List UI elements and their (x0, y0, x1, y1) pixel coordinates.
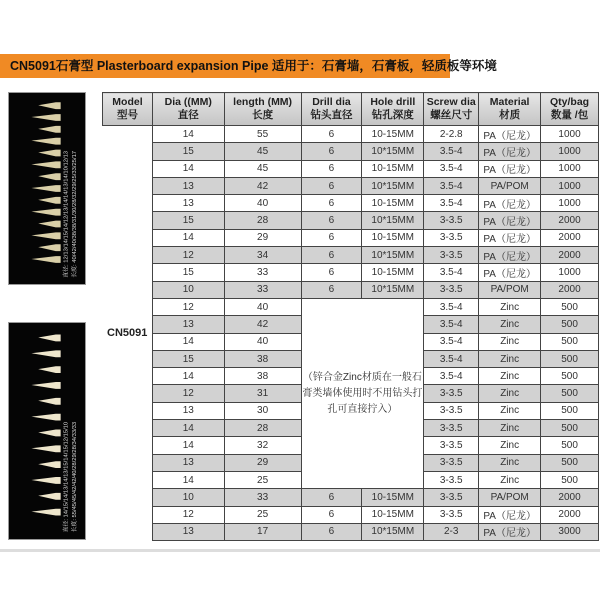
table-cell: 10-15MM (362, 229, 424, 246)
table-cell: 10-15MM (362, 195, 424, 212)
table-cell: PA（尼龙） (479, 195, 541, 212)
table-cell: 3.5-4 (424, 350, 479, 367)
column-header (103, 93, 153, 126)
table-cell: 500 (541, 350, 599, 367)
table-cell: 13 (152, 177, 224, 194)
table-cell: 500 (541, 298, 599, 315)
table-cell: 29 (224, 454, 301, 471)
table-cell: 38 (224, 368, 301, 385)
table-cell: 1000 (541, 177, 599, 194)
product-photo-nylon-anchors (8, 322, 86, 540)
table-cell: 2000 (541, 489, 599, 506)
table-cell: 45 (224, 160, 301, 177)
table-cell: 32 (224, 437, 301, 454)
table-cell: 6 (301, 247, 362, 264)
table-cell: 12 (152, 506, 224, 523)
table-cell: 10-15MM (362, 489, 424, 506)
table-cell: 500 (541, 437, 599, 454)
table-row (103, 264, 599, 281)
title-banner: CN5091石膏型 Plasterboard expansion Pipe 适用于：石膏墙，石膏板，轻质板等环境 (0, 54, 450, 78)
anchor-screw-icon (31, 232, 60, 239)
table-cell: 3.5-4 (424, 316, 479, 333)
table-cell: 10*15MM (362, 212, 424, 229)
table-cell: 2000 (541, 229, 599, 246)
table-cell: 6 (301, 523, 362, 540)
table-cell: 13 (152, 402, 224, 419)
table-cell: 15 (152, 143, 224, 160)
anchor-screw-icon (31, 256, 60, 263)
table-row (103, 523, 599, 540)
table-cell: 3-3.5 (424, 212, 479, 229)
table-cell: 12 (152, 247, 224, 264)
table-cell: PA（尼龙） (479, 506, 541, 523)
table-cell: 1000 (541, 264, 599, 281)
table-cell: 500 (541, 385, 599, 402)
table-cell: PA（尼龙） (479, 523, 541, 540)
anchor-screw-icon (31, 161, 60, 168)
anchor-screw-icon (31, 138, 60, 145)
table-row (103, 229, 599, 246)
table-cell: 500 (541, 316, 599, 333)
table-cell: 6 (301, 264, 362, 281)
table-cell: 500 (541, 368, 599, 385)
anchor-screw-icon (31, 477, 60, 484)
table-cell: 500 (541, 333, 599, 350)
table-cell: 30 (224, 402, 301, 419)
column-header (541, 93, 599, 126)
table-cell: 3.5-4 (424, 160, 479, 177)
table-cell: 42 (224, 316, 301, 333)
header-cn: 钻孔深度 (371, 109, 414, 121)
column-header (152, 93, 224, 126)
table-cell: PA（尼龙） (479, 247, 541, 264)
table-cell: 13 (152, 454, 224, 471)
table-cell: 14 (152, 160, 224, 177)
anchor-screw-icon (38, 430, 60, 437)
table-cell: 6 (301, 160, 362, 177)
header-en: Drill dia (312, 96, 351, 108)
table-cell: PA（尼龙） (479, 229, 541, 246)
table-cell: 33 (224, 264, 301, 281)
table-cell: Zinc (479, 350, 541, 367)
table-cell: 3-3.5 (424, 247, 479, 264)
table-row (103, 160, 599, 177)
table-cell: 2000 (541, 247, 599, 264)
table-row (103, 298, 599, 315)
table-cell: 6 (301, 281, 362, 298)
table-cell: PA/POM (479, 177, 541, 194)
table-cell: 15 (152, 350, 224, 367)
table-cell: Zinc (479, 385, 541, 402)
anchor-screw-icon (31, 414, 60, 421)
header-en: length (MM) (233, 96, 293, 108)
table-cell: 10*15MM (362, 523, 424, 540)
table-cell: 10*15MM (362, 143, 424, 160)
table-cell: Zinc (479, 454, 541, 471)
table-cell: 6 (301, 489, 362, 506)
table-cell: 3-3.5 (424, 385, 479, 402)
table-cell: Zinc (479, 298, 541, 315)
table-cell: 3.5-4 (424, 177, 479, 194)
table-cell: 25 (224, 506, 301, 523)
header-cn: 钻头直径 (310, 109, 353, 121)
spec-table (102, 92, 599, 541)
table-cell: 10*15MM (362, 247, 424, 264)
table-cell: 40 (224, 195, 301, 212)
header-cn: 长度 (252, 109, 274, 121)
table-cell: 38 (224, 350, 301, 367)
table-cell: 28 (224, 212, 301, 229)
table-cell: 10-15MM (362, 506, 424, 523)
table-cell: 25 (224, 471, 301, 488)
table-cell: 3.5-4 (424, 298, 479, 315)
anchor-screw-icon (38, 244, 60, 251)
table-cell: PA/POM (479, 489, 541, 506)
table-cell: 3.5-4 (424, 368, 479, 385)
header-en: Hole drill (370, 96, 416, 108)
table-cell: 33 (224, 489, 301, 506)
table-row (103, 126, 599, 143)
product-photo-zinc-anchors (8, 92, 86, 285)
table-cell: 6 (301, 229, 362, 246)
table-cell: 14 (152, 437, 224, 454)
anchor-screw-icon (38, 197, 60, 204)
table-cell: Zinc (479, 316, 541, 333)
header-cn: 型号 (116, 109, 138, 121)
table-row (103, 281, 599, 298)
table-cell: 14 (152, 333, 224, 350)
anchor-screws-image (9, 93, 85, 284)
photo-length-text: 长度: 40/42/40/38/38/31/30/28/32/29/25/33/25/17 (72, 150, 79, 278)
table-cell: PA/POM (479, 281, 541, 298)
table-cell: 2000 (541, 212, 599, 229)
table-cell: 12 (152, 298, 224, 315)
table-cell: 6 (301, 126, 362, 143)
anchor-screw-icon (31, 114, 60, 121)
anchor-screw-icon (31, 350, 60, 357)
table-cell: 15 (152, 212, 224, 229)
table-cell: Zinc (479, 420, 541, 437)
table-cell: 2000 (541, 506, 599, 523)
table-cell: 3-3.5 (424, 489, 479, 506)
table-cell: 1000 (541, 195, 599, 212)
table-cell: 29 (224, 229, 301, 246)
zinc-note-cell: （锌合金Zinc材质在一般石膏类墙体使用时不用钻头打孔可直接拧入） (301, 298, 424, 488)
table-cell: 13 (152, 316, 224, 333)
table-row (103, 506, 599, 523)
header-en: Qty/bag (550, 96, 590, 108)
column-header (424, 93, 479, 126)
table-cell: 45 (224, 143, 301, 160)
table-cell: 3.5-4 (424, 333, 479, 350)
anchor-screws-image (9, 323, 85, 539)
table-cell: 3-3.5 (424, 229, 479, 246)
header-cn: 直径 (177, 109, 199, 121)
table-cell: Zinc (479, 333, 541, 350)
table-cell: 3.5-4 (424, 195, 479, 212)
table-cell: 2-2.8 (424, 126, 479, 143)
table-cell: 14 (152, 420, 224, 437)
table-cell: PA（尼龙） (479, 126, 541, 143)
anchor-screw-icon (38, 398, 60, 405)
table-cell: 17 (224, 523, 301, 540)
table-cell: 3-3.5 (424, 402, 479, 419)
table-cell: 13 (152, 195, 224, 212)
anchor-screw-icon (31, 509, 60, 516)
table-cell: PA（尼龙） (479, 264, 541, 281)
table-cell: 1000 (541, 160, 599, 177)
header-cn: 数量 /包 (550, 109, 589, 121)
table-row (103, 212, 599, 229)
header-cn: 材质 (499, 109, 521, 121)
table-cell: 6 (301, 143, 362, 160)
table-cell: 40 (224, 298, 301, 315)
anchor-screw-icon (38, 493, 60, 500)
table-cell: 15 (152, 264, 224, 281)
table-row (103, 143, 599, 160)
anchor-screw-icon (31, 209, 60, 216)
divider (0, 549, 600, 552)
table-cell: 13 (152, 523, 224, 540)
column-header (479, 93, 541, 126)
table-cell: 3-3.5 (424, 420, 479, 437)
column-header (362, 93, 424, 126)
table-cell: 55 (224, 126, 301, 143)
table-cell: 10*15MM (362, 177, 424, 194)
anchor-screw-icon (38, 102, 60, 109)
table-cell: 6 (301, 195, 362, 212)
table-cell: 3.5-4 (424, 264, 479, 281)
table-cell: 3-3.5 (424, 471, 479, 488)
photo-dia-text: 直径: 14/15/14/13/14/13/15/14/15/12/15/10 (63, 421, 70, 533)
table-cell: 1000 (541, 126, 599, 143)
table-row (103, 489, 599, 506)
table-cell: 28 (224, 420, 301, 437)
table-cell: 12 (152, 385, 224, 402)
anchor-screw-icon (38, 461, 60, 468)
table-cell: 3-3.5 (424, 506, 479, 523)
table-cell: 34 (224, 247, 301, 264)
table-row (103, 195, 599, 212)
table-cell: 2000 (541, 281, 599, 298)
table-cell: 6 (301, 506, 362, 523)
anchor-screw-icon (31, 445, 60, 452)
table-cell: 31 (224, 385, 301, 402)
anchor-screw-icon (38, 366, 60, 373)
photo-length-text: 长度: 55/45/45/42/42/40/28/29/28/34/33/33 (72, 421, 79, 533)
table-cell: 500 (541, 420, 599, 437)
table-cell: 3-3.5 (424, 437, 479, 454)
table-cell: Zinc (479, 368, 541, 385)
table-cell: 500 (541, 471, 599, 488)
table-cell: 10-15MM (362, 264, 424, 281)
table-cell: PA（尼龙） (479, 160, 541, 177)
model-cell: CN5091 (103, 126, 153, 541)
table-cell: Zinc (479, 437, 541, 454)
table-cell: 500 (541, 402, 599, 419)
header-en: Material (489, 96, 530, 108)
table-cell: 42 (224, 177, 301, 194)
table-cell: 6 (301, 177, 362, 194)
header-en: Model (112, 96, 143, 108)
table-cell: 40 (224, 333, 301, 350)
anchor-screw-icon (38, 150, 60, 157)
table-row (103, 177, 599, 194)
table-cell: 14 (152, 368, 224, 385)
table-cell: 3000 (541, 523, 599, 540)
table-cell: 3.5-4 (424, 143, 479, 160)
table-cell: 3-3.5 (424, 454, 479, 471)
table-cell: 10 (152, 489, 224, 506)
table-cell: PA（尼龙） (479, 212, 541, 229)
table-cell: 1000 (541, 143, 599, 160)
table-cell: 14 (152, 471, 224, 488)
photo-dia-text: 直径: 12/13/14/15/14/12/13/14/14/13/14/10/12/13 (63, 150, 70, 278)
table-cell: 33 (224, 281, 301, 298)
header-cn: 螺丝尺寸 (430, 109, 473, 121)
table-cell: Zinc (479, 471, 541, 488)
anchor-screw-icon (38, 221, 60, 228)
anchor-screw-icon (38, 173, 60, 180)
table-cell: PA（尼龙） (479, 143, 541, 160)
table-cell: 14 (152, 126, 224, 143)
header-en: Screw dia (426, 96, 476, 108)
table-cell: 6 (301, 212, 362, 229)
table-cell: 500 (541, 454, 599, 471)
table-cell: 10-15MM (362, 126, 424, 143)
table-cell: 10*15MM (362, 281, 424, 298)
table-cell: 10 (152, 281, 224, 298)
anchor-screw-icon (31, 185, 60, 192)
column-header (301, 93, 362, 126)
anchor-screw-icon (31, 382, 60, 389)
table-cell: 10-15MM (362, 160, 424, 177)
table-cell: 14 (152, 229, 224, 246)
table-cell: 2-3 (424, 523, 479, 540)
column-header (224, 93, 301, 126)
header-en: Dia ((MM) (164, 96, 212, 108)
anchor-screw-icon (38, 126, 60, 133)
table-cell: Zinc (479, 402, 541, 419)
table-row (103, 247, 599, 264)
table-cell: 3-3.5 (424, 281, 479, 298)
anchor-screw-icon (38, 335, 60, 342)
